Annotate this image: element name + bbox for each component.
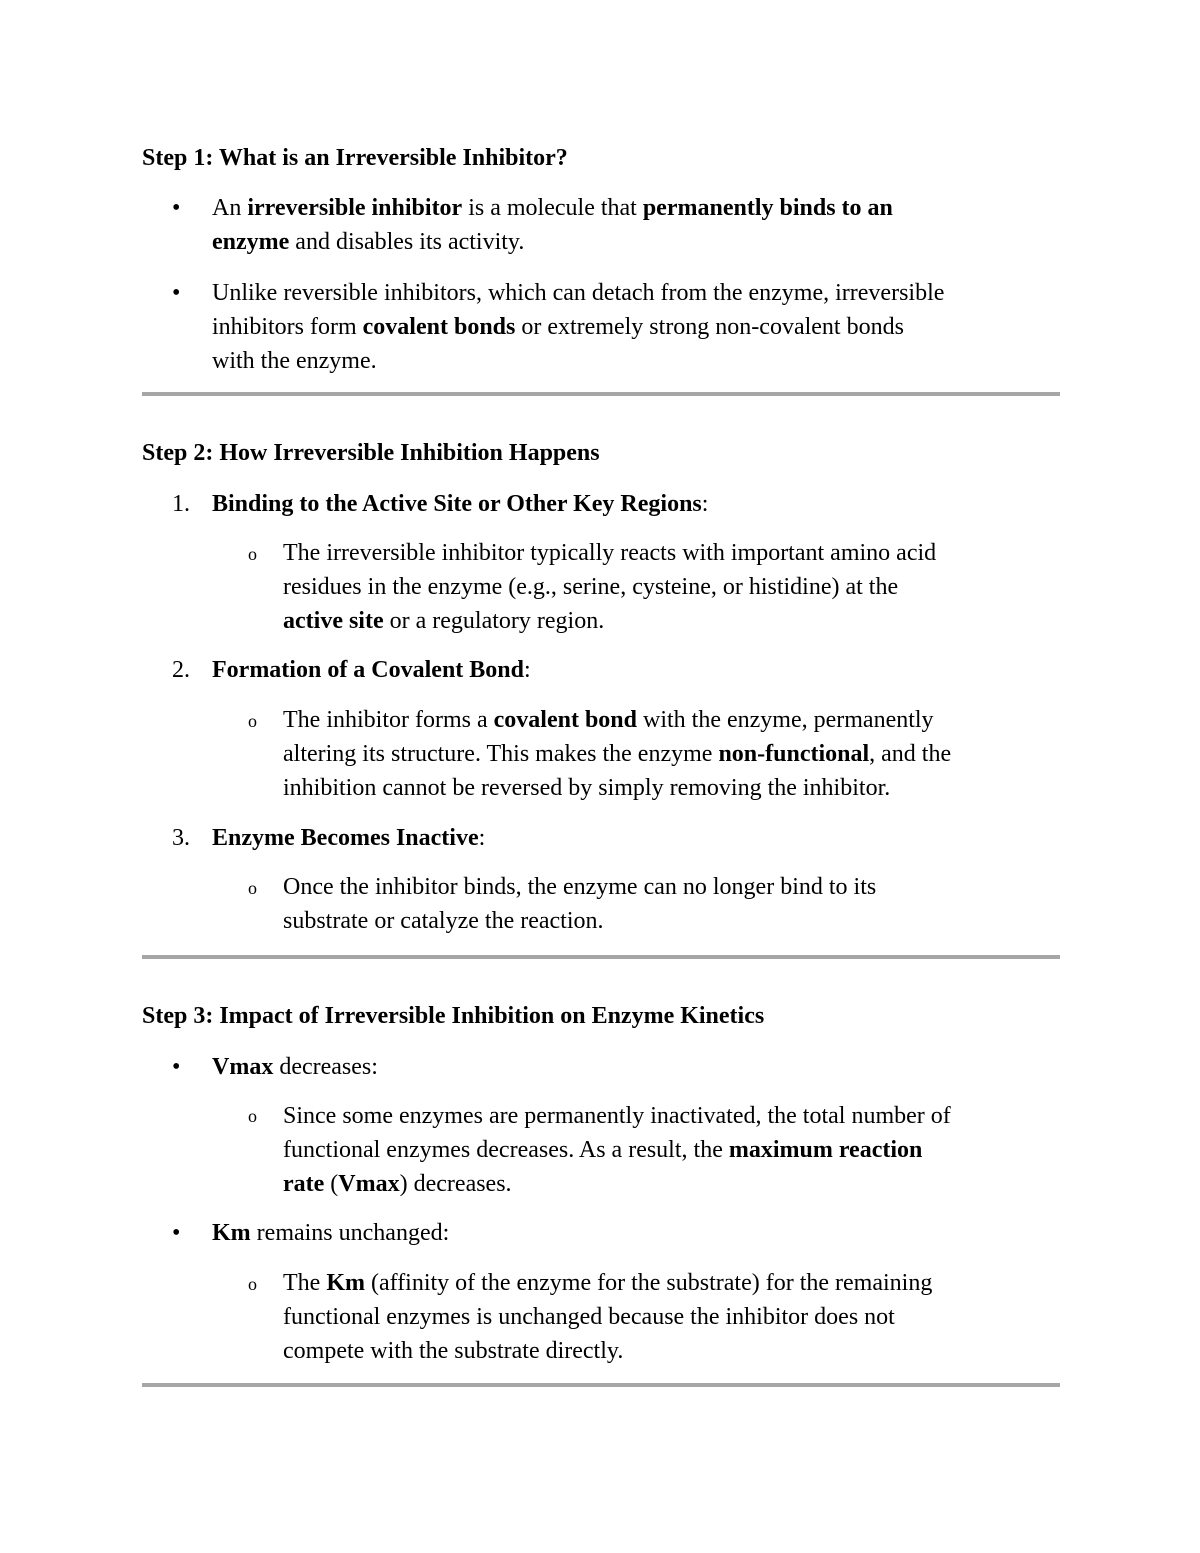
step1-bullet1-line2: enzyme and disables its activity. (212, 229, 525, 255)
bullet-icon: • (172, 195, 181, 221)
bullet-icon: • (172, 280, 181, 306)
step3-heading: Step 3: Impact of Irreversible Inhibition on Enzyme Kinetics (142, 1003, 765, 1029)
step3-point2-line3: compete with the substrate directly. (283, 1338, 624, 1364)
step2-item2-line3: inhibition cannot be reversed by simply removing the inhibitor. (283, 775, 891, 801)
step3-point2-line1: The Km (affinity of the enzyme for the substrate) for the remaining (283, 1270, 933, 1296)
step2-heading: Step 2: How Irreversible Inhibition Happens (142, 440, 600, 466)
list-number: 3. (172, 825, 190, 851)
bullet-icon: • (172, 1220, 181, 1246)
list-number: 2. (172, 657, 190, 683)
step1-bullet2-line3: with the enzyme. (212, 348, 377, 374)
circle-bullet-icon: o (248, 878, 257, 898)
step2-item2-line1: The inhibitor forms a covalent bond with the enzyme, permanently (283, 707, 934, 733)
section-divider (142, 1383, 1060, 1387)
step3-point2-title: Km remains unchanged: (212, 1220, 450, 1246)
step3-point1-line3: rate (Vmax) decreases. (283, 1171, 512, 1197)
circle-bullet-icon: o (248, 1274, 257, 1294)
step3-point2-line2: functional enzymes is unchanged because the inhibitor does not (283, 1304, 895, 1330)
circle-bullet-icon: o (248, 1106, 257, 1126)
step2-item2-title: Formation of a Covalent Bond: (212, 657, 531, 683)
circle-bullet-icon: o (248, 544, 257, 564)
list-number: 1. (172, 491, 190, 517)
step2-item1-line1: The irreversible inhibitor typically reacts with important amino acid (283, 540, 937, 566)
step2-item2-line2: altering its structure. This makes the enzyme non-functional, and the (283, 741, 952, 767)
step3-point1-title: Vmax decreases: (212, 1054, 378, 1080)
step3-point1-line2: functional enzymes decreases. As a result, the maximum reaction (283, 1137, 923, 1163)
bullet-icon: • (172, 1054, 181, 1080)
step2-item3-line1: Once the inhibitor binds, the enzyme can no longer bind to its (283, 874, 877, 900)
circle-bullet-icon: o (248, 711, 257, 731)
section-divider (142, 955, 1060, 959)
step1-bullet2-line2: inhibitors form covalent bonds or extremely strong non-covalent bonds (212, 314, 904, 340)
step2-item1-line3: active site or a regulatory region. (283, 608, 605, 634)
section-divider (142, 392, 1060, 396)
step2-item3-line2: substrate or catalyze the reaction. (283, 908, 604, 934)
step1-bullet1-line1: An irreversible inhibitor is a molecule that permanently binds to an (212, 195, 893, 221)
step1-heading: Step 1: What is an Irreversible Inhibitor? (142, 145, 568, 171)
step2-item3-title: Enzyme Becomes Inactive: (212, 825, 486, 851)
step3-point1-line1: Since some enzymes are permanently inactivated, the total number of (283, 1103, 951, 1129)
step2-item1-line2: residues in the enzyme (e.g., serine, cysteine, or histidine) at the (283, 574, 899, 600)
step2-item1-title: Binding to the Active Site or Other Key Regions: (212, 491, 709, 517)
step1-bullet2-line1: Unlike reversible inhibitors, which can detach from the enzyme, irreversible (212, 280, 945, 306)
